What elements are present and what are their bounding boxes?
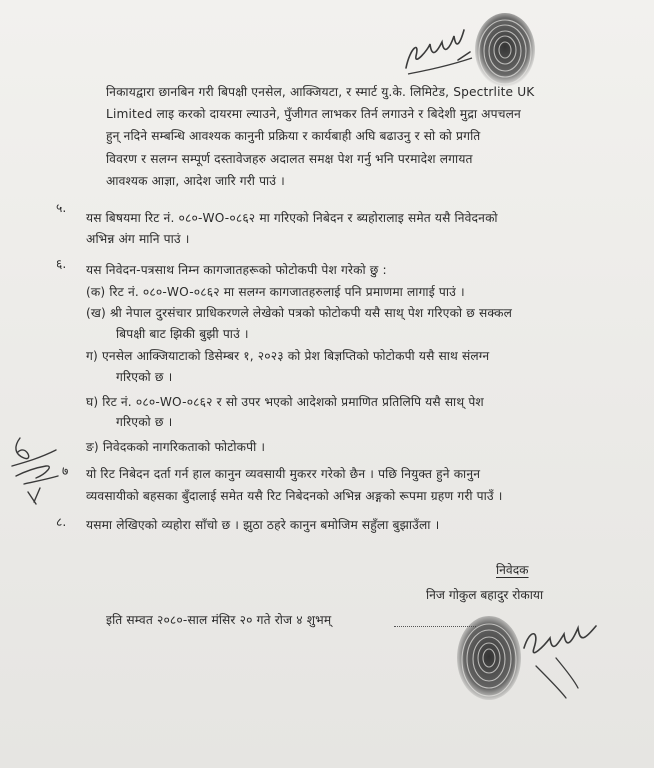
- date-line: इति सम्वत २०८०-साल मंसिर २० गते रोज ४ शुभम्: [106, 613, 332, 627]
- item6-number: ६.: [56, 257, 67, 271]
- petitioner-label: निवेदक: [496, 563, 529, 577]
- item6-sub-kha-1: (ख) श्री नेपाल दुरसंचार प्राधिकरणले लेखेको पत्रको फोटोकपी यसै साथ् पेश गरिएको छ सक्कल: [86, 306, 513, 320]
- fingerprint-top-icon: [470, 10, 540, 90]
- item6-sub-nga: ङ) निवेदकको नागरिकताको फोटोकपी ।: [86, 440, 266, 454]
- item7-number: ७: [62, 464, 69, 478]
- item6-sub-gha-2: गरिएको छ ।: [116, 415, 173, 429]
- item5-number: ५.: [56, 201, 67, 215]
- item8-text: यसमा लेखिएको व्यहोरा साँचो छ । झुठा ठहरे कानुन बमोजिम सहुँला बुझाउँला ।: [86, 518, 440, 532]
- para4-line-5: आवश्यक आज्ञा, आदेश जारि गरी पाउं ।: [106, 174, 285, 188]
- para4-line-1: निकायद्वारा छानबिन गरी बिपक्षी एनसेल, आक्जियटा, र स्मार्ट यु.के. लिमिटेड, Spectrlite UK: [106, 85, 535, 99]
- para4-line-4: विवरण र सलग्न सम्पूर्ण दस्तावेजहरु अदालत समक्ष पेश गर्नु भनि परमादेश लगायत: [106, 152, 473, 166]
- para4-line-2: Limited लाइ करको दायरमा ल्याउने, पुँजीगत लाभकर तिर्न लगाउने र बिदेशी मुद्रा अपचलन: [106, 107, 521, 121]
- item5-line-1: यस बिषयमा रिट नं. ०८०-WO-०८६२ मा गरिएको निबेदन र ब्यहोरालाइ समेत यसै निवेदनको: [86, 211, 498, 225]
- item6-sub-gha-1: घ) रिट नं. ०८०-WO-०८६२ र सो उपर भएको आदेशको प्रमाणित प्रतिलिपि यसै साथ् पेश: [86, 395, 484, 409]
- signature-left-margin: [6, 432, 68, 506]
- para4-line-3: हुन् नदिने सम्बन्धि आवश्यक कानुनी प्रक्रिया र कार्यबाही अघि बढाउनु र सो को प्रगति: [106, 129, 481, 143]
- item5-line-2: अभिन्न अंग मानि पाउं ।: [86, 232, 190, 246]
- item6-sub-ga-2: गरिएको छ ।: [116, 370, 173, 384]
- item6-sub-kha-2: बिपक्षी बाट झिकी बुझी पाउं ।: [116, 327, 249, 341]
- petitioner-name: निज गोकुल बहादुर रोकाया: [426, 588, 544, 602]
- item6-sub-ka: (क) रिट नं. ०८०-WO-०८६२ मा सलग्न कागजातहरुलाई पनि प्रमाणमा लागाई पाउं ।: [86, 285, 465, 299]
- signature-top: [398, 20, 478, 80]
- item6-intro: यस निवेदन-पत्रसाथ निम्न कागजातहरूको फोटोकपी पेश गरेको छु :: [86, 263, 387, 277]
- fingerprint-bottom-icon: [452, 612, 526, 704]
- signature-bottom: [516, 618, 606, 702]
- item7-line-1: यो रिट निबेदन दर्ता गर्न हाल कानुन व्यवसायी मुकरर गरेको छैन । पछि नियुक्त हुने कानुन: [86, 467, 481, 481]
- item6-sub-ga-1: ग) एनसेल आक्जियाटाको डिसेम्बर १, २०२३ को प्रेश बिज्ञप्तिको फोटोकपी यसै साथ संलग्न: [86, 349, 490, 363]
- item8-number: ८.: [56, 515, 67, 529]
- item7-line-2: व्यवसायीको बहसका बुँदालाई समेत यसै रिट निबेदनको अभिन्न अङ्गको रूपमा ग्रहण गरी पाउँ ।: [86, 489, 503, 503]
